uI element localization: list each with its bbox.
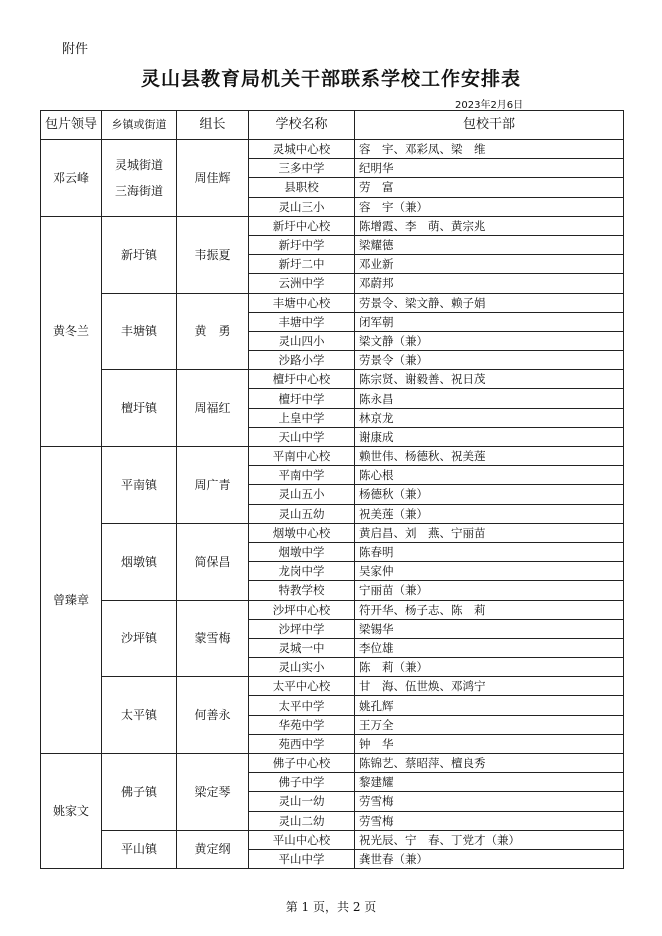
cadre-cell: 梁耀德: [355, 235, 624, 254]
school-name-cell: 龙岗中学: [249, 562, 355, 581]
school-name-cell: 灵山实小: [249, 658, 355, 677]
chief-cell: 周佳辉: [177, 140, 249, 217]
cadre-cell: 邓业新: [355, 255, 624, 274]
table-row: [41, 677, 624, 696]
assignment-table: [40, 110, 624, 869]
leader-cell: 黄冬兰: [41, 216, 102, 446]
chief-cell: 梁定琴: [177, 754, 249, 831]
cadre-cell: 祝光辰、宁 春、丁党才（兼）: [355, 830, 624, 849]
leader-cell: 曾臻章: [41, 447, 102, 754]
cadre-cell: 符开华、杨子志、陈 莉: [355, 600, 624, 619]
table-row: [41, 216, 624, 235]
cadre-cell: 林京龙: [355, 408, 624, 427]
school-name-cell: 云洲中学: [249, 274, 355, 293]
leader-cell: 邓云峰: [41, 140, 102, 217]
school-name-cell: 佛子中学: [249, 773, 355, 792]
cadre-cell: 容 宇（兼）: [355, 197, 624, 216]
town-name: 灵城街道: [114, 157, 163, 172]
table-row: [41, 140, 624, 159]
chief-cell: 何善永: [177, 677, 249, 754]
cadre-cell: 陈永昌: [355, 389, 624, 408]
page-footer: 第 1 页，共 2 页: [285, 900, 377, 914]
chief-cell: 简保昌: [177, 523, 249, 600]
cadre-cell: 劳景令、梁文静、赖子娟: [355, 293, 624, 312]
cadre-cell: 劳 富: [355, 178, 624, 197]
chief-cell: 周广青: [177, 447, 249, 524]
document-title: 灵山县教育局机关干部联系学校工作安排表: [140, 68, 521, 90]
cadre-cell: 王万全: [355, 715, 624, 734]
school-name-cell: 太平中心校: [249, 677, 355, 696]
town-name: 平山镇: [120, 842, 157, 857]
school-name-cell: 华苑中学: [249, 715, 355, 734]
table-row: [41, 447, 624, 466]
cadre-cell: 梁锡华: [355, 619, 624, 638]
cadre-cell: 陈心根: [355, 466, 624, 485]
document-date: 2023年2月6日: [455, 100, 524, 111]
cadre-cell: 闭军朝: [355, 312, 624, 331]
school-name-cell: 平山中学: [249, 849, 355, 868]
school-name-cell: 灵山一幼: [249, 792, 355, 811]
cadre-cell: 李位雄: [355, 638, 624, 657]
town-name: 平南镇: [120, 477, 157, 492]
school-name-cell: 平山中心校: [249, 830, 355, 849]
chief-cell: 周福红: [177, 370, 249, 447]
cadre-cell: 赖世伟、杨德秋、祝美莲: [355, 447, 624, 466]
town-name: 三海街道: [114, 183, 163, 198]
cadre-cell: 劳雪梅: [355, 811, 624, 830]
attachment-label: 附件: [62, 42, 89, 57]
leader-cell: 姚家文: [41, 754, 102, 869]
school-name-cell: 丰塘中心校: [249, 293, 355, 312]
cadre-cell: 黄启昌、刘 燕、宁丽苗: [355, 523, 624, 542]
school-name-cell: 苑西中学: [249, 734, 355, 753]
town-cell: [102, 216, 177, 293]
school-name-cell: 沙坪中学: [249, 619, 355, 638]
column-header-leader: 包片领导: [41, 111, 102, 140]
chief-cell: 蒙雪梅: [177, 600, 249, 677]
cadre-cell: 姚孔辉: [355, 696, 624, 715]
cadre-cell: 陈宗贤、谢毅善、祝日茂: [355, 370, 624, 389]
cadre-cell: 劳景令（兼）: [355, 351, 624, 370]
school-name-cell: 平南中心校: [249, 447, 355, 466]
chief-cell: 黄定纲: [177, 830, 249, 868]
table-row: [41, 600, 624, 619]
table-body: [41, 140, 624, 869]
school-name-cell: 灵山五小: [249, 485, 355, 504]
town-cell: [102, 523, 177, 600]
table-header-row: [41, 111, 624, 140]
cadre-cell: 梁文静（兼）: [355, 331, 624, 350]
cadre-cell: 吴家仲: [355, 562, 624, 581]
school-name-cell: 灵山二幼: [249, 811, 355, 830]
cadre-cell: 杨德秋（兼）: [355, 485, 624, 504]
school-name-cell: 上皇中学: [249, 408, 355, 427]
column-header-school: 学校名称: [249, 111, 355, 140]
cadre-cell: 钟 华: [355, 734, 624, 753]
town-cell: [102, 447, 177, 524]
school-name-cell: 佛子中心校: [249, 754, 355, 773]
town-name: 檀圩镇: [120, 401, 157, 416]
cadre-cell: 甘 海、伍世焕、邓鸿宁: [355, 677, 624, 696]
school-name-cell: 沙路小学: [249, 351, 355, 370]
school-name-cell: 沙坪中心校: [249, 600, 355, 619]
school-name-cell: 灵山四小: [249, 331, 355, 350]
column-header-chief: 组长: [177, 111, 249, 140]
cadre-cell: 陈锦艺、蔡昭萍、檀良秀: [355, 754, 624, 773]
cadre-cell: 龚世春（兼）: [355, 849, 624, 868]
school-name-cell: 新圩二中: [249, 255, 355, 274]
cadre-cell: 黎建耀: [355, 773, 624, 792]
school-name-cell: 烟墩中心校: [249, 523, 355, 542]
school-name-cell: 灵山五幼: [249, 504, 355, 523]
cadre-cell: 陈春明: [355, 542, 624, 561]
school-name-cell: 天山中学: [249, 427, 355, 446]
table-row: [41, 370, 624, 389]
school-name-cell: 灵山三小: [249, 197, 355, 216]
school-name-cell: 太平中学: [249, 696, 355, 715]
cadre-cell: 劳雪梅: [355, 792, 624, 811]
school-name-cell: 檀圩中心校: [249, 370, 355, 389]
school-name-cell: 丰塘中学: [249, 312, 355, 331]
cadre-cell: 陈增霞、李 萌、黄宗兆: [355, 216, 624, 235]
cadre-cell: 谢康成: [355, 427, 624, 446]
town-cell: [102, 370, 177, 447]
school-name-cell: 檀圩中学: [249, 389, 355, 408]
column-header-cadre: 包校干部: [355, 111, 624, 140]
table-row: [41, 293, 624, 312]
school-name-cell: 新圩中心校: [249, 216, 355, 235]
town-cell: [102, 677, 177, 754]
town-name: 丰塘镇: [120, 324, 157, 339]
town-cell: [102, 754, 177, 831]
cadre-cell: 邓蔚邦: [355, 274, 624, 293]
school-name-cell: 灵城一中: [249, 638, 355, 657]
chief-cell: 韦振夏: [177, 216, 249, 293]
school-name-cell: 三多中学: [249, 159, 355, 178]
table-row: [41, 754, 624, 773]
town-cell: [102, 293, 177, 370]
school-name-cell: 平南中学: [249, 466, 355, 485]
cadre-cell: 宁丽苗（兼）: [355, 581, 624, 600]
school-name-cell: 灵城中心校: [249, 140, 355, 159]
town-cell: [102, 140, 177, 217]
town-cell: [102, 830, 177, 868]
cadre-cell: 纪明华: [355, 159, 624, 178]
town-name: 佛子镇: [120, 784, 157, 799]
table-row: [41, 830, 624, 849]
chief-cell: 黄 勇: [177, 293, 249, 370]
school-name-cell: 县职校: [249, 178, 355, 197]
column-header-town: 乡镇或街道: [102, 111, 177, 140]
school-name-cell: 新圩中学: [249, 235, 355, 254]
town-name: 太平镇: [120, 708, 157, 723]
cadre-cell: 祝美莲（兼）: [355, 504, 624, 523]
cadre-cell: 容 宇、邓彩凤、梁 维: [355, 140, 624, 159]
town-name: 新圩镇: [120, 247, 157, 262]
table-row: [41, 523, 624, 542]
school-name-cell: 烟墩中学: [249, 542, 355, 561]
town-name: 沙坪镇: [120, 631, 157, 646]
town-name: 烟墩镇: [120, 554, 157, 569]
town-cell: [102, 600, 177, 677]
cadre-cell: 陈 莉（兼）: [355, 658, 624, 677]
school-name-cell: 特教学校: [249, 581, 355, 600]
